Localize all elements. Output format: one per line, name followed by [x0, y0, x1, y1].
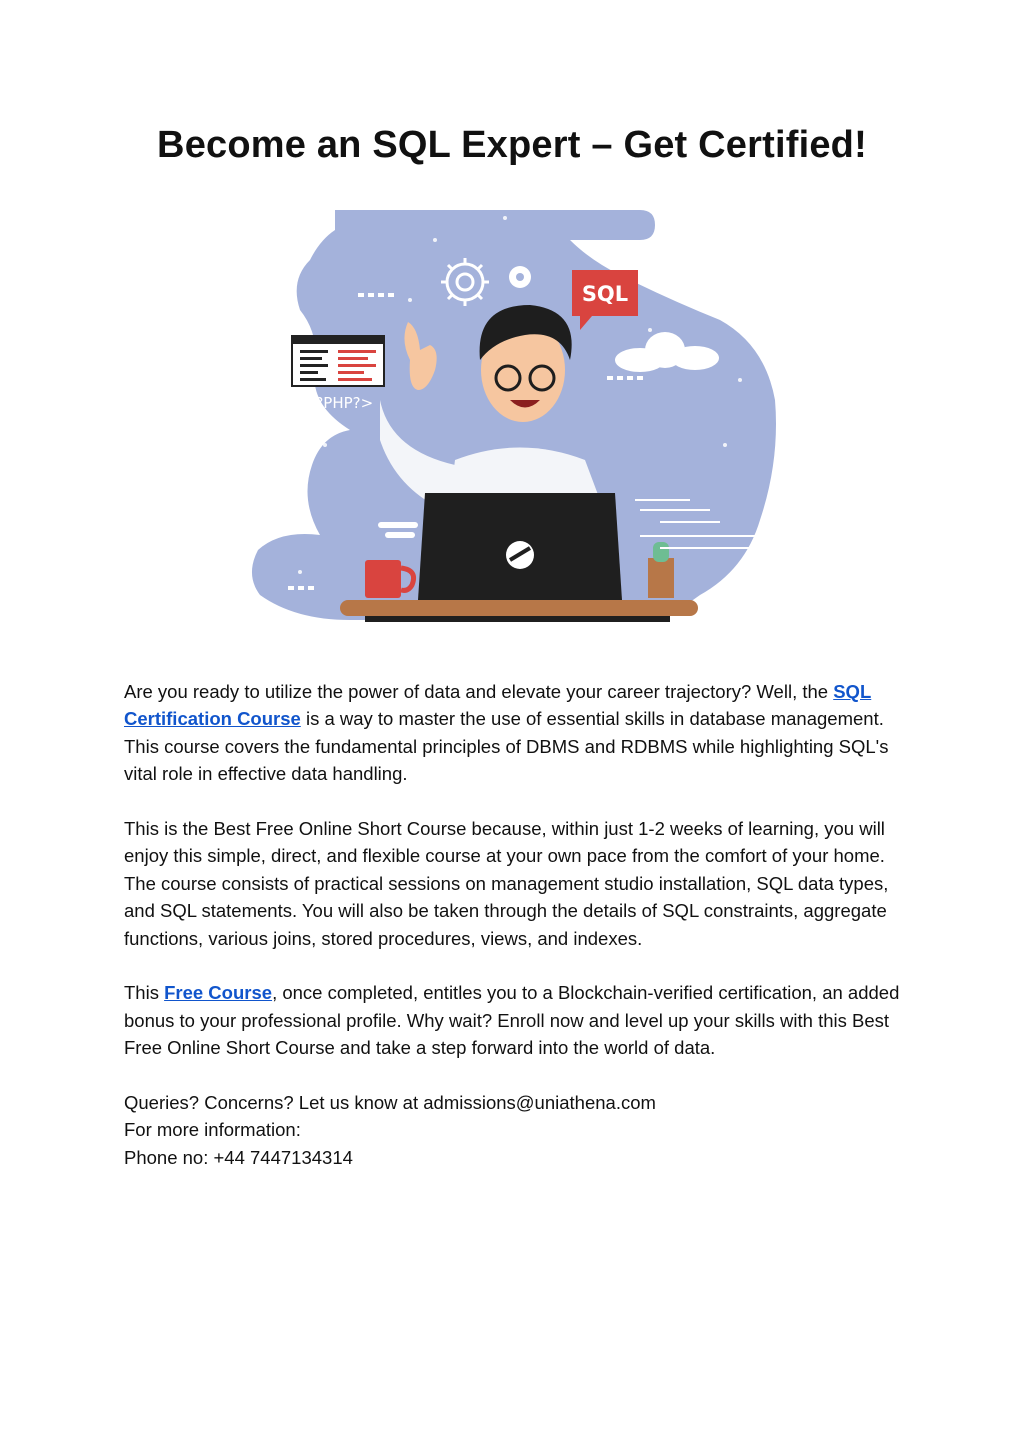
- gear-small-icon: [509, 266, 531, 288]
- code-window: [292, 336, 384, 412]
- paragraph-certification-text-end: , once completed, entitles you to a Blockchain-verified certification, an added bonus to your professional profile. Why wait? Enroll now and level up your skills with this Best Free Online Short Course and take a step forward into the world of data.: [124, 982, 900, 1059]
- paragraph-intro-text-end: is a way to master the use of essential skills in database management. This course covers the fundamental principles of DBMS and RDBMS while highlighting SQL's vital role in effective data handling.: [124, 708, 889, 785]
- paragraph-course-details: This is the Best Free Online Short Course because, within just 1-2 weeks of learning, you will enjoy this simple, direct, and flexible course at your own pace from the comfort of your home. The course consists of practical sessions on management studio installation, SQL data types, and SQL statements. You will also be taken through the details of SQL constraints, aggregate functions, various joins, stored procedures, views, and indexes.: [124, 818, 889, 949]
- contact-queries: Queries? Concerns? Let us know at admissions@uniathena.com: [124, 1092, 656, 1114]
- contact-phone: Phone no: +44 7447134314: [124, 1146, 353, 1168]
- sql-certification-course-link[interactable]: SQL Certification Course: [124, 681, 872, 730]
- sql-badge-text: SQL: [581, 282, 629, 306]
- sql-developer-illustration: [240, 200, 780, 640]
- laptop-icon: [418, 493, 622, 600]
- paragraph-intro-text: Are you ready to utilize the power of data and elevate your career trajectory? Well, the: [124, 681, 834, 702]
- contact-more-info: For more information:: [124, 1119, 301, 1141]
- page-title: Become an SQL Expert – Get Certified!: [157, 124, 867, 166]
- free-course-link[interactable]: Free Course: [164, 982, 273, 1004]
- paragraph-intro: [124, 678, 914, 788]
- desk: [340, 600, 698, 622]
- php-label: <?PHP?>: [302, 394, 374, 412]
- article-body: [124, 678, 914, 1171]
- paragraph-certification-text: This: [124, 982, 165, 1004]
- paragraph-certification: [124, 979, 914, 1061]
